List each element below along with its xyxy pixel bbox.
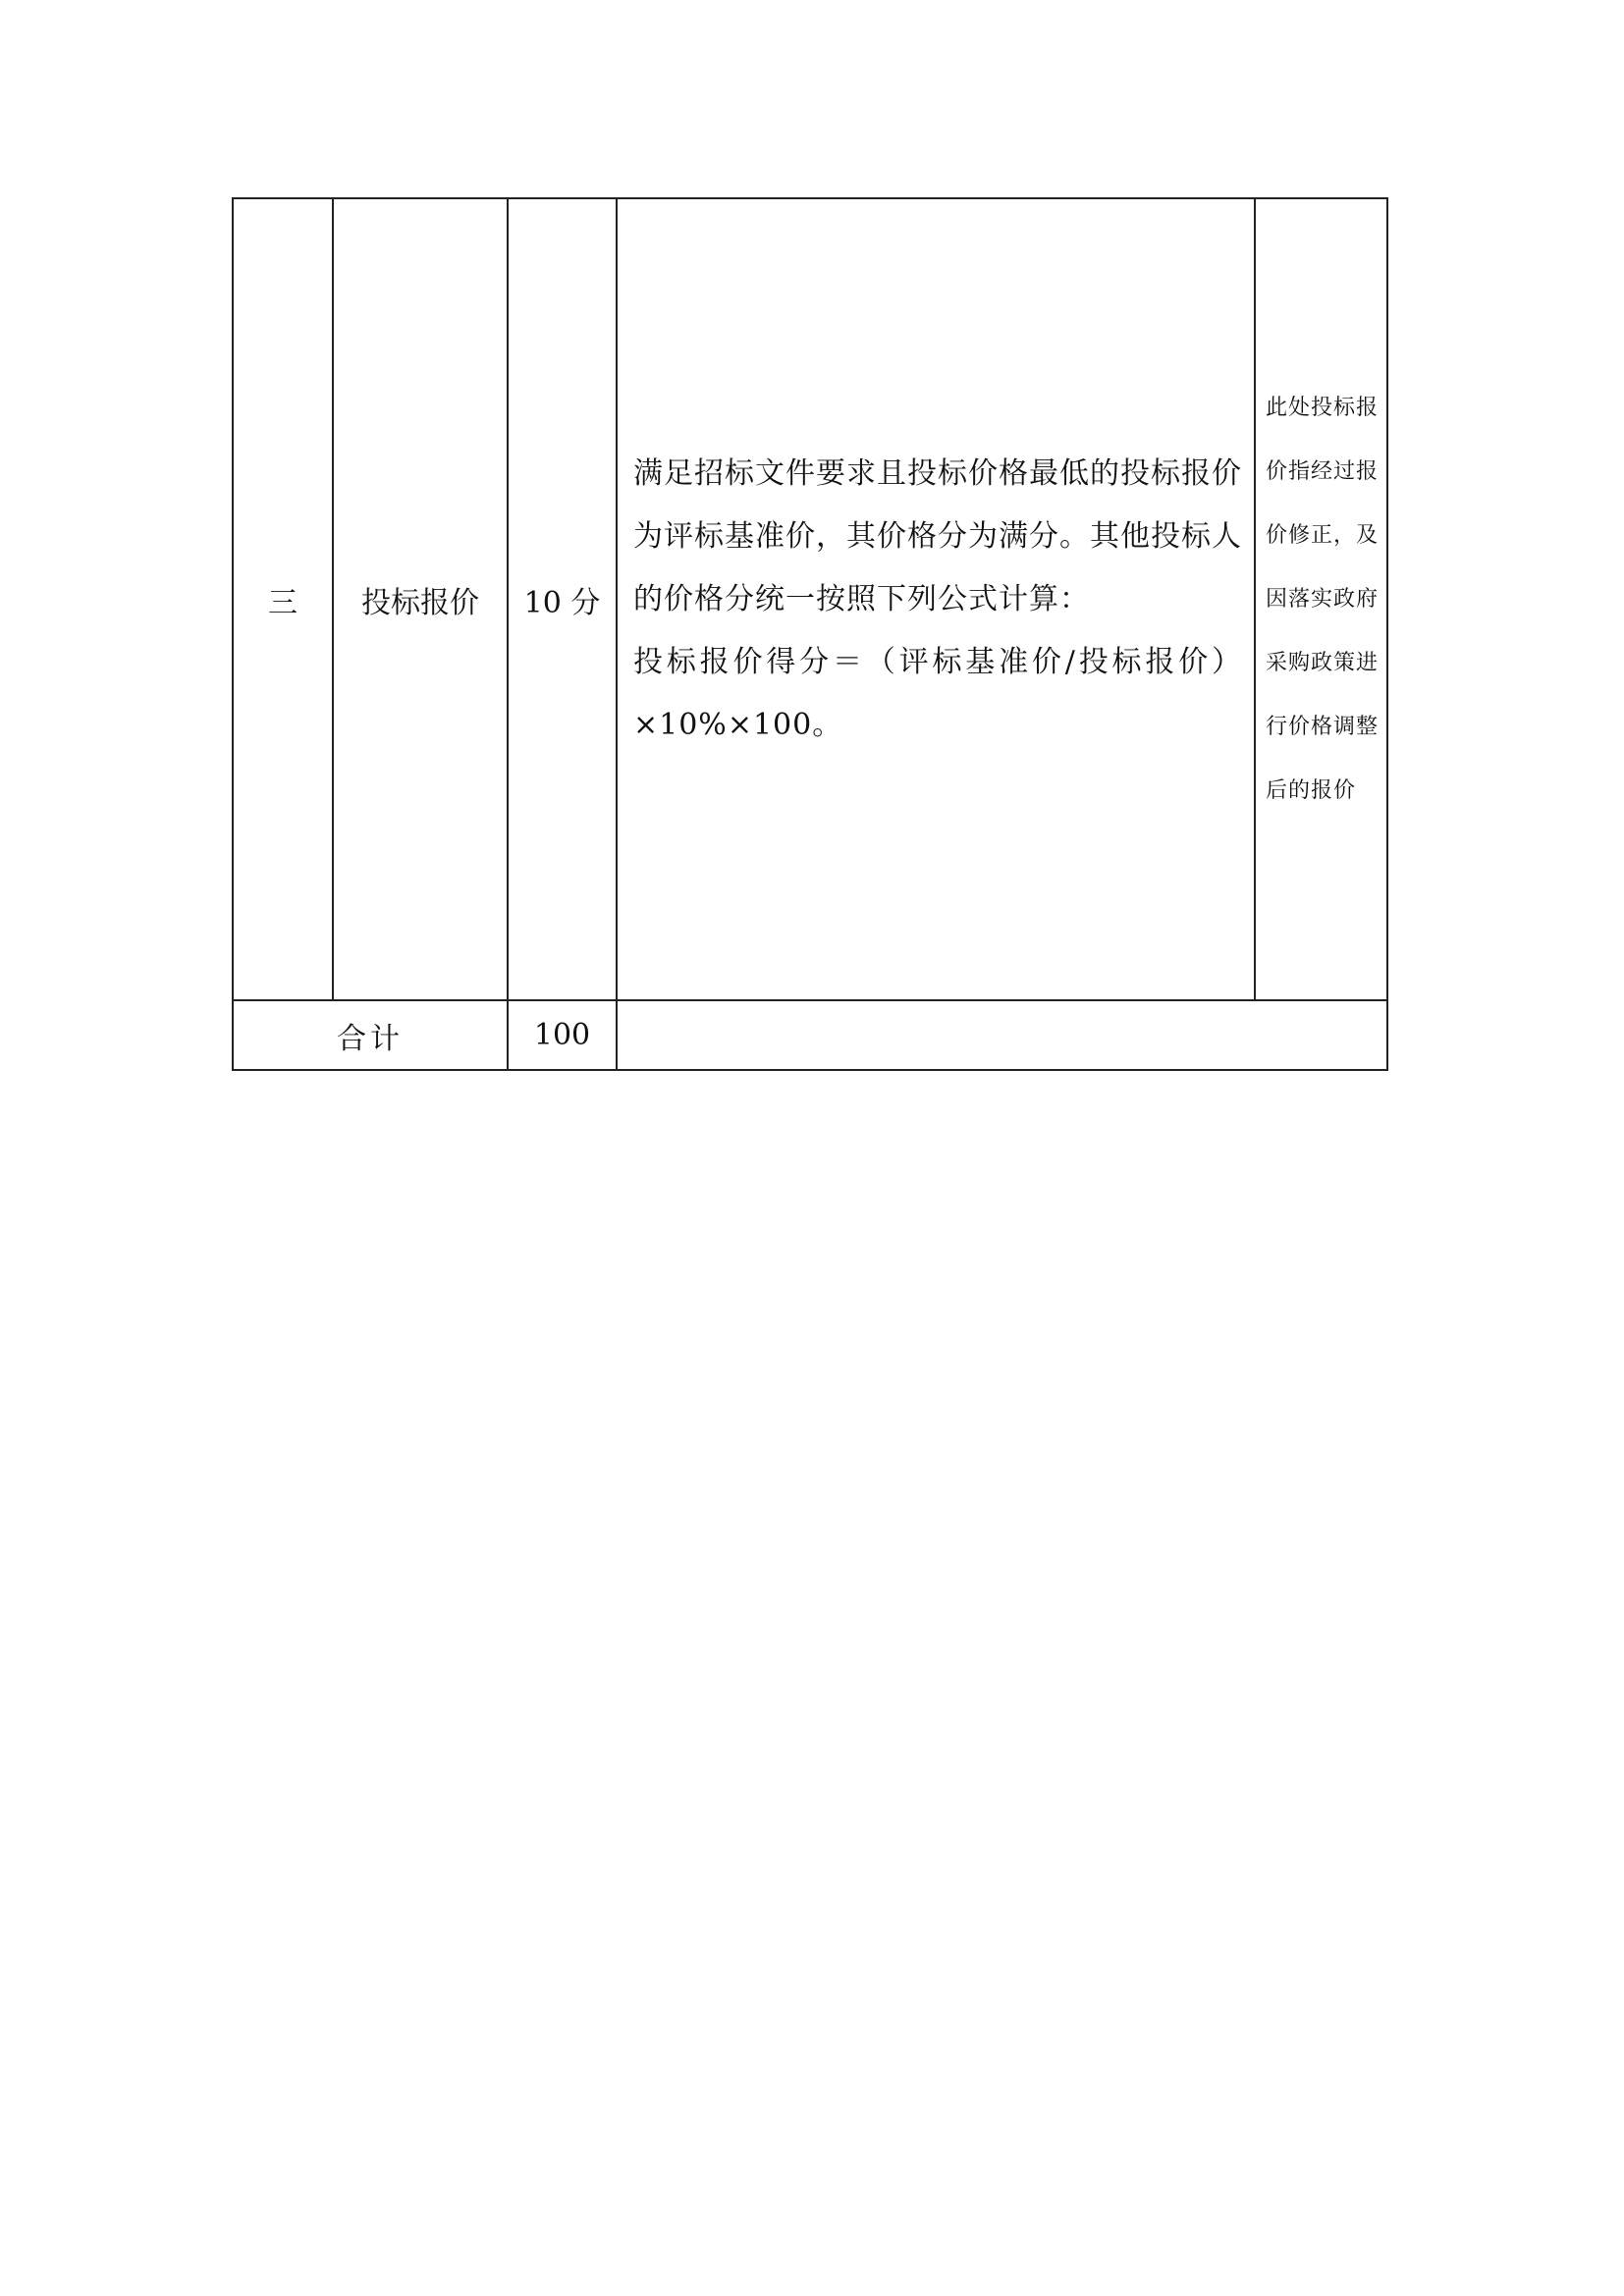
total-row — [233, 1000, 1387, 1070]
row-index-cell — [233, 198, 333, 1000]
note-text: 此处投标报价指经过报价修正，及因落实政府采购政策进行价格调整后的报价 — [1266, 396, 1380, 803]
item-name: 投标报价 — [361, 585, 479, 620]
criteria-formula: 投标报价得分＝（评标基准价/投标报价）×10%×100。 — [633, 644, 1242, 742]
criteria-text — [633, 443, 1242, 757]
table-row — [233, 198, 1387, 1000]
total-label-cell — [233, 1000, 508, 1070]
note-cell — [1255, 198, 1387, 1000]
score-cell — [508, 198, 617, 1000]
criteria-paragraph: 满足招标文件要求且投标价格最低的投标报价为评标基准价，其价格分为满分。其他投标人的价格分统一按照下列公式计算： — [633, 455, 1242, 616]
total-remark-cell — [617, 1000, 1387, 1070]
item-name-cell — [333, 198, 508, 1000]
row-index: 三 — [268, 585, 298, 620]
total-value-cell — [508, 1000, 617, 1070]
scoring-table — [232, 197, 1388, 1071]
total-value: 100 — [533, 1018, 591, 1052]
total-label: 合计 — [337, 1021, 404, 1056]
criteria-cell — [617, 198, 1255, 1000]
item-score: 10 分 — [523, 585, 601, 620]
